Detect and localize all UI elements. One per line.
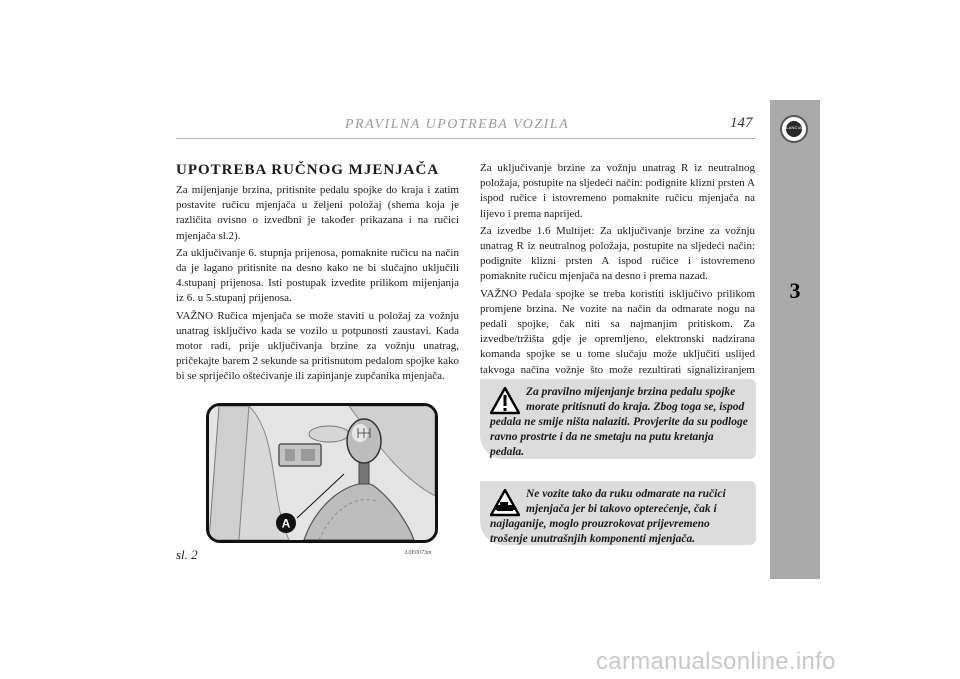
page-number: 147 bbox=[730, 115, 753, 131]
paragraph: Za uključivanje 6. stupnja prijenosa, pomaknite ručicu na način da je lagano pritisnite na desno kako ne bi slučajno uključili 4.stupanj prijenosa. Isti postupak izvedite prilikom mijenjanja iz 6. u 5.stupanj prijenosa. bbox=[176, 246, 459, 305]
watermark: carmanualsonline.info bbox=[596, 648, 836, 675]
chapter-tab bbox=[770, 100, 820, 579]
figure-caption: sl. 2 bbox=[176, 547, 198, 562]
paragraph: Za izvedbe 1.6 Multijet: Za uključivanje brzine za vožnju unatrag R iz neutralnog položaja, postupite na sljedeći način: podignite klizni prsten A ispod ručice i istovremeno pomaknite ručicu mjenjača na desno i prema nazad. bbox=[480, 224, 755, 283]
left-column bbox=[176, 183, 459, 387]
paragraph: VAŽNO Ručica mjenjača se može staviti u položaj za vožnju unatrag isključivo kada se vozilo u potpunosti zaustavi. Kada motor radi, prije uključivanja brzine za vožnju unatrag, pričekajte barem 2 sekunde sa pritisnutom pedalom spojke kako bi se spriječilo oštećivanje ili zapinjanje zupčanika mjenjača. bbox=[176, 309, 459, 383]
caution-box bbox=[480, 481, 756, 545]
warning-triangle-icon bbox=[490, 387, 520, 415]
figure-code: L0E0073m bbox=[405, 550, 432, 556]
logo-text: LANCIA bbox=[786, 125, 802, 130]
right-column bbox=[480, 161, 755, 395]
warning-box bbox=[480, 379, 756, 459]
engine-warning-icon bbox=[490, 489, 520, 517]
warning-text: Za pravilno mijenjanje brzina pedalu spojke morate pritisnuti do kraja. Zbog toga se, ispod pedala ne smije ništa nalaziti. Provjerite da su podloge ravno prostrte i da ne smetaju na putu kretanja pedala. bbox=[490, 386, 748, 458]
paragraph: VAŽNO Pedala spojke se treba koristiti isključivo prilikom promjene brzina. Ne vozite na način da odmarate nogu na pedali spojke, čak niti sa najmanjim pritiskom. Za izvedbe/tržišta gdje je opremljeno, elektronski nadzirana komanda spojke se u tome slučaju može uključiti uslijed takvoga načina vožnje što može rezultirati signaliziranjem bbox=[480, 287, 755, 376]
paragraph: Za uključivanje brzine za vožnju unatrag R iz neutralnog položaja, postupite na sljedeći način: podignite klizni prsten A ispod ručice i istovremeno pomaknite ručicu mjenjača na lijevo i prema naprijed. bbox=[480, 162, 755, 220]
section-heading: UPOTREBA RUČNOG MJENJAČA bbox=[176, 162, 440, 178]
gear-lever-figure bbox=[206, 403, 438, 543]
callout-a-label: A bbox=[281, 516, 291, 531]
caution-text: Ne vozite tako da ruku odmarate na ručici mjenjača jer bi takovo opterećenje, čak i najlaganije, moglo prouzrokovat prijevremeno trošenje unutrašnjih komponenti mjenjača. bbox=[490, 488, 726, 545]
paragraph: Za mijenjanje brzina, pritisnite pedalu spojke do kraja i zatim postavite ručicu mjenjača u željeni položaj (shema koja je različita ovisno o izvedbni je također prikazana i na ručici mjenjača sl.2). bbox=[176, 184, 459, 242]
chapter-number: 3 bbox=[789, 278, 801, 303]
header-rule bbox=[176, 138, 756, 139]
lancia-logo-icon bbox=[780, 115, 808, 143]
gear-lever-illustration bbox=[209, 406, 435, 540]
running-header: PRAVILNA UPOTREBA VOZILA bbox=[345, 117, 570, 132]
